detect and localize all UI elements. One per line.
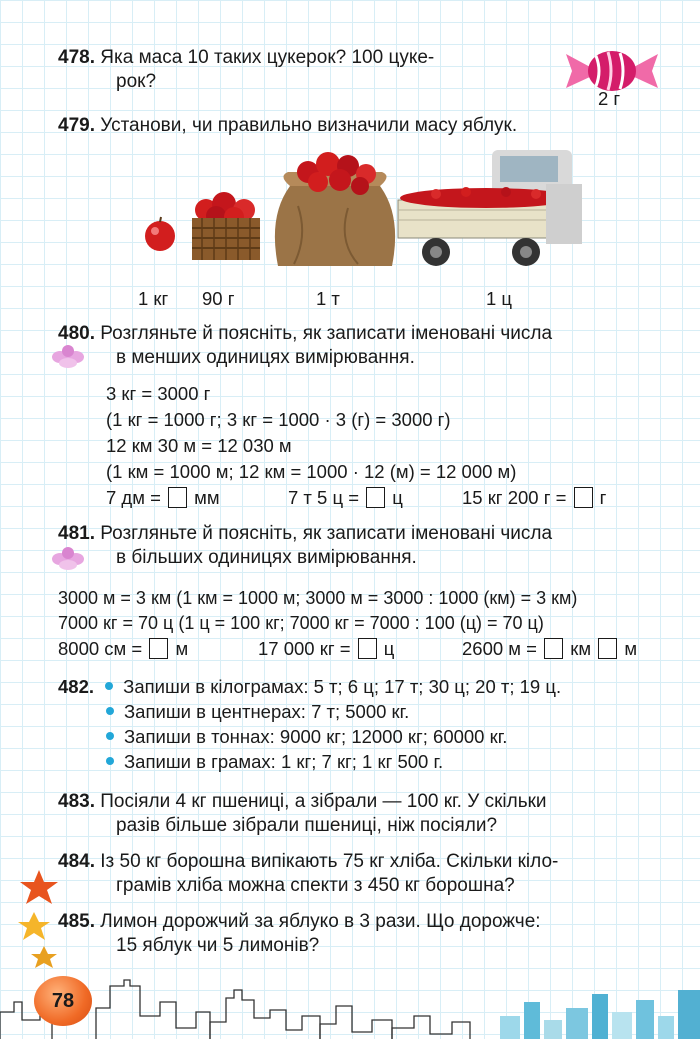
problem-number: 484. [58, 851, 95, 872]
task-text: м [170, 638, 189, 659]
problem-text: Лимон дорожчий за яблуко в 3 рази. Що дорожче: [100, 911, 541, 932]
problem-text: разів більше зібрали пшениці, ніж посіяли? [116, 815, 498, 836]
example-line: 7000 кг = 70 ц (1 ц = 100 кг; 7000 кг = 7000 : 100 (ц) = 70 ц) [58, 613, 544, 633]
problem-number: 480. [58, 323, 95, 344]
city-skyline-icon [0, 972, 700, 1039]
problem-text: Установи, чи правильно визначили масу яблук. [100, 115, 518, 136]
problem-number: 479. [58, 115, 95, 136]
page-number: 78 [34, 976, 92, 1026]
task-text: м [619, 638, 638, 659]
answer-box[interactable] [598, 638, 617, 659]
sack-mass-label: 1 т [316, 288, 340, 309]
problem-text: Яка маса 10 таких цукерок? 100 цуке- [100, 47, 435, 68]
task-text: мм [189, 487, 220, 508]
problem-479 [58, 114, 678, 138]
answer-box[interactable] [168, 487, 187, 508]
basket-mass-label: 90 г [202, 288, 235, 309]
problem-number: 481. [58, 523, 95, 544]
problem-text: Із 50 кг борошна випікають 75 кг хліба. Скільки кіло- [100, 851, 559, 872]
problem-text: 15 яблук чи 5 лимонів? [116, 935, 320, 956]
bullet-icon [106, 707, 114, 715]
task-line [462, 486, 606, 510]
example-line: 12 км 30 м = 12 030 м [106, 435, 292, 456]
problem-number: 485. [58, 911, 95, 932]
group-work-icon [50, 344, 86, 370]
problem-text: Розгляньте й поясніть, як записати іменовані числа [100, 323, 553, 344]
apple-basket-icon [186, 184, 266, 264]
problem-483 [58, 790, 678, 838]
problem-480 [58, 322, 678, 370]
autumn-leaves-icon [14, 868, 64, 978]
bullet-text: Запиши в грамах: 1 кг; 7 кг; 1 кг 500 г. [124, 751, 444, 772]
example-line: (1 км = 1000 м; 12 км = 1000 · 12 (м) = 12 000 м) [106, 461, 517, 482]
problem-484 [58, 850, 678, 898]
problem-number: 478. [58, 47, 95, 68]
bullet-text: Запиши в тоннах: 9000 кг; 12000 кг; 60000 кг. [124, 726, 508, 747]
problem-485 [58, 910, 678, 958]
problem-text: в менших одиницях вимірювання. [116, 347, 415, 368]
problem-text: Розгляньте й поясніть, як записати іменовані числа [100, 523, 553, 544]
task-text: г [594, 487, 607, 508]
answer-box[interactable] [358, 638, 377, 659]
candy-mass-label: 2 г [598, 88, 621, 109]
task-line [106, 486, 220, 510]
bullet-item [106, 700, 409, 724]
problem-text: Посіяли 4 кг пшениці, а зібрали — 100 кг. У скільки [100, 791, 547, 812]
problem-482 [58, 675, 561, 699]
bullet-item [106, 725, 507, 749]
task-text: 15 кг 200 г = [462, 487, 572, 508]
answer-box[interactable] [574, 487, 593, 508]
task-text: 8000 см = [58, 638, 148, 659]
apple-mass-label: 1 кг [138, 288, 169, 309]
task-line [288, 486, 403, 510]
apple-sack-icon [268, 146, 402, 270]
problem-text: в більших одиницях вимірювання. [116, 547, 417, 568]
truck-mass-label: 1 ц [486, 288, 513, 309]
task-text: ц [378, 638, 395, 659]
answer-box[interactable] [544, 638, 563, 659]
problem-481 [58, 522, 678, 570]
problem-number: 483. [58, 791, 95, 812]
example-line: (1 кг = 1000 г; 3 кг = 1000 · 3 (г) = 3000 г) [106, 409, 451, 430]
answer-box[interactable] [366, 487, 385, 508]
example-line: 3 кг = 3000 г [106, 383, 211, 404]
task-line [58, 637, 188, 661]
task-text: 7 т 5 ц = [288, 487, 365, 508]
bullet-item [106, 750, 443, 774]
task-text: 7 дм = [106, 487, 167, 508]
task-text: 2600 м = [462, 638, 543, 659]
problem-number: 482. [58, 676, 95, 697]
apple-icon [142, 216, 178, 252]
answer-box[interactable] [149, 638, 168, 659]
bullet-icon [105, 682, 113, 690]
task-text: 17 000 кг = [258, 638, 356, 659]
bullet-text: Запиши в кілограмах: 5 т; 6 ц; 17 т; 30 ц; 20 т; 19 ц. [123, 676, 562, 697]
bullet-text: Запиши в центнерах: 7 т; 5000 кг. [124, 701, 410, 722]
bullet-icon [106, 757, 114, 765]
bullet-icon [106, 732, 114, 740]
group-work-icon [50, 546, 86, 572]
task-text: ц [387, 487, 403, 508]
task-line [258, 637, 394, 661]
task-line [462, 637, 637, 661]
truck-icon [396, 144, 586, 272]
task-text: км [565, 638, 597, 659]
problem-text: грамів хліба можна спекти з 450 кг борошна? [116, 875, 515, 896]
problem-text: рок? [116, 71, 157, 92]
example-line: 3000 м = 3 км (1 км = 1000 м; 3000 м = 3000 : 1000 (км) = 3 км) [58, 588, 578, 608]
